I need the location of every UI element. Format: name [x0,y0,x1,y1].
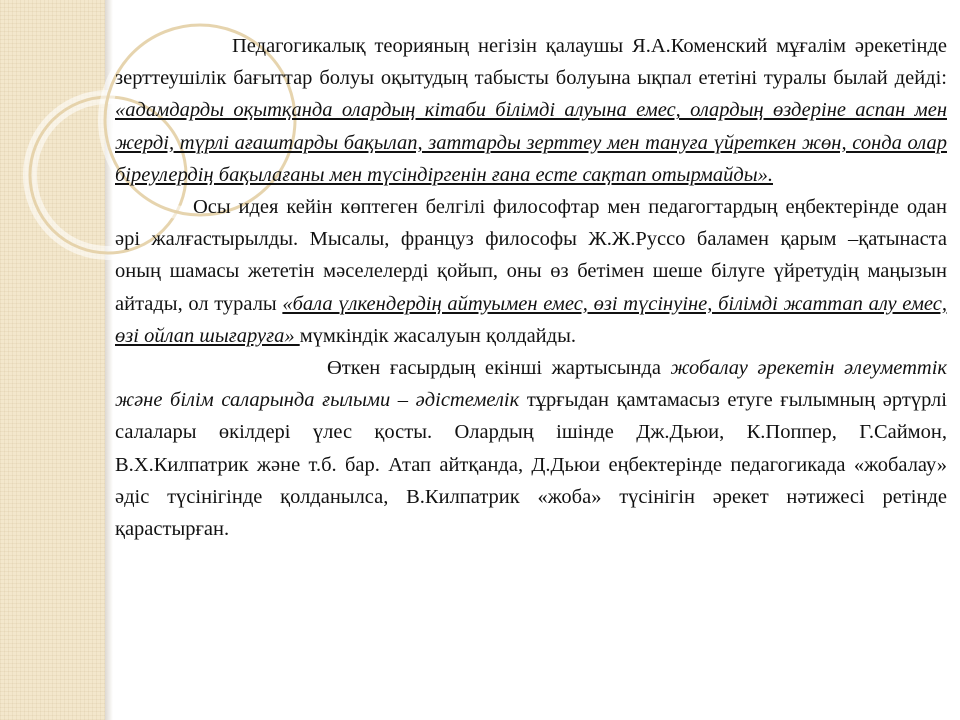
paragraph-komensky [115,30,947,191]
paragraph-ending: мүмкіндік жасалуын қолдайды. [299,324,576,347]
paragraph-text: Осы идея кейін көптеген белгілі философтар мен педагогтардың еңбектерінде одан әрі жалғастырылды. Мысалы, француз философы Ж.Ж.Руссо баламен қарым –қатынаста оның шамасы жететін мәселелерді қойып, оны өз бетімен шеше білуге үйретудің маңызын айтады, ол туралы [115,196,947,315]
paragraph-text: Педагогикалық теорияның негізін қалаушы Я.А.Коменский мұғалім әрекетінде зерттеушілік бағыттар болуы оқытудың табысты болуына ықпал ететіні туралы былай дейді: [115,35,947,90]
paragraph-project-method [115,352,947,545]
komensky-quote: «адамдарды оқытқанда олардың кітаби білімді алуына емес, олардың өздеріне аспан мен жерді, түрлі ағаштарды бақылап, заттарды зерттеу мен тануға үйреткен жөн, сонда олар біреулердің бақылағаны мен түсіндіргенін ғана есте сақтап отырмайды». [115,99,947,186]
document-body [115,30,947,545]
rousseau-quote: «бала үлкендердің айтуымен емес, өзі түсінуіне, білімді жаттап алу емес, өзі ойлап шығаруға» [115,292,947,347]
italic-phrase: жобалау әрекетін әлеуметтік және білім саларында ғылыми – әдістемелік [115,357,947,412]
paragraph-text: тұрғыдан қамтамасыз етуге ғылымның әртүрлі салалары өкілдері үлес қосты. Олардың ішінде Дж.Дьюи, К.Поппер, Г.Саймон, В.Х.Килпатрик және т.б. бар. Атап айтқанда, Д.Дьюи еңбектерінде педагогикада «жобалау» әдіс түсінігінде қолданылса, В.Килпатрик «жоба» түсінігін әрекет нәтижесі ретінде қарастырған. [115,389,947,541]
paragraph-lead: Өткен ғасырдың екінші жартысында [327,357,671,380]
paragraph-rousseau [115,191,947,352]
